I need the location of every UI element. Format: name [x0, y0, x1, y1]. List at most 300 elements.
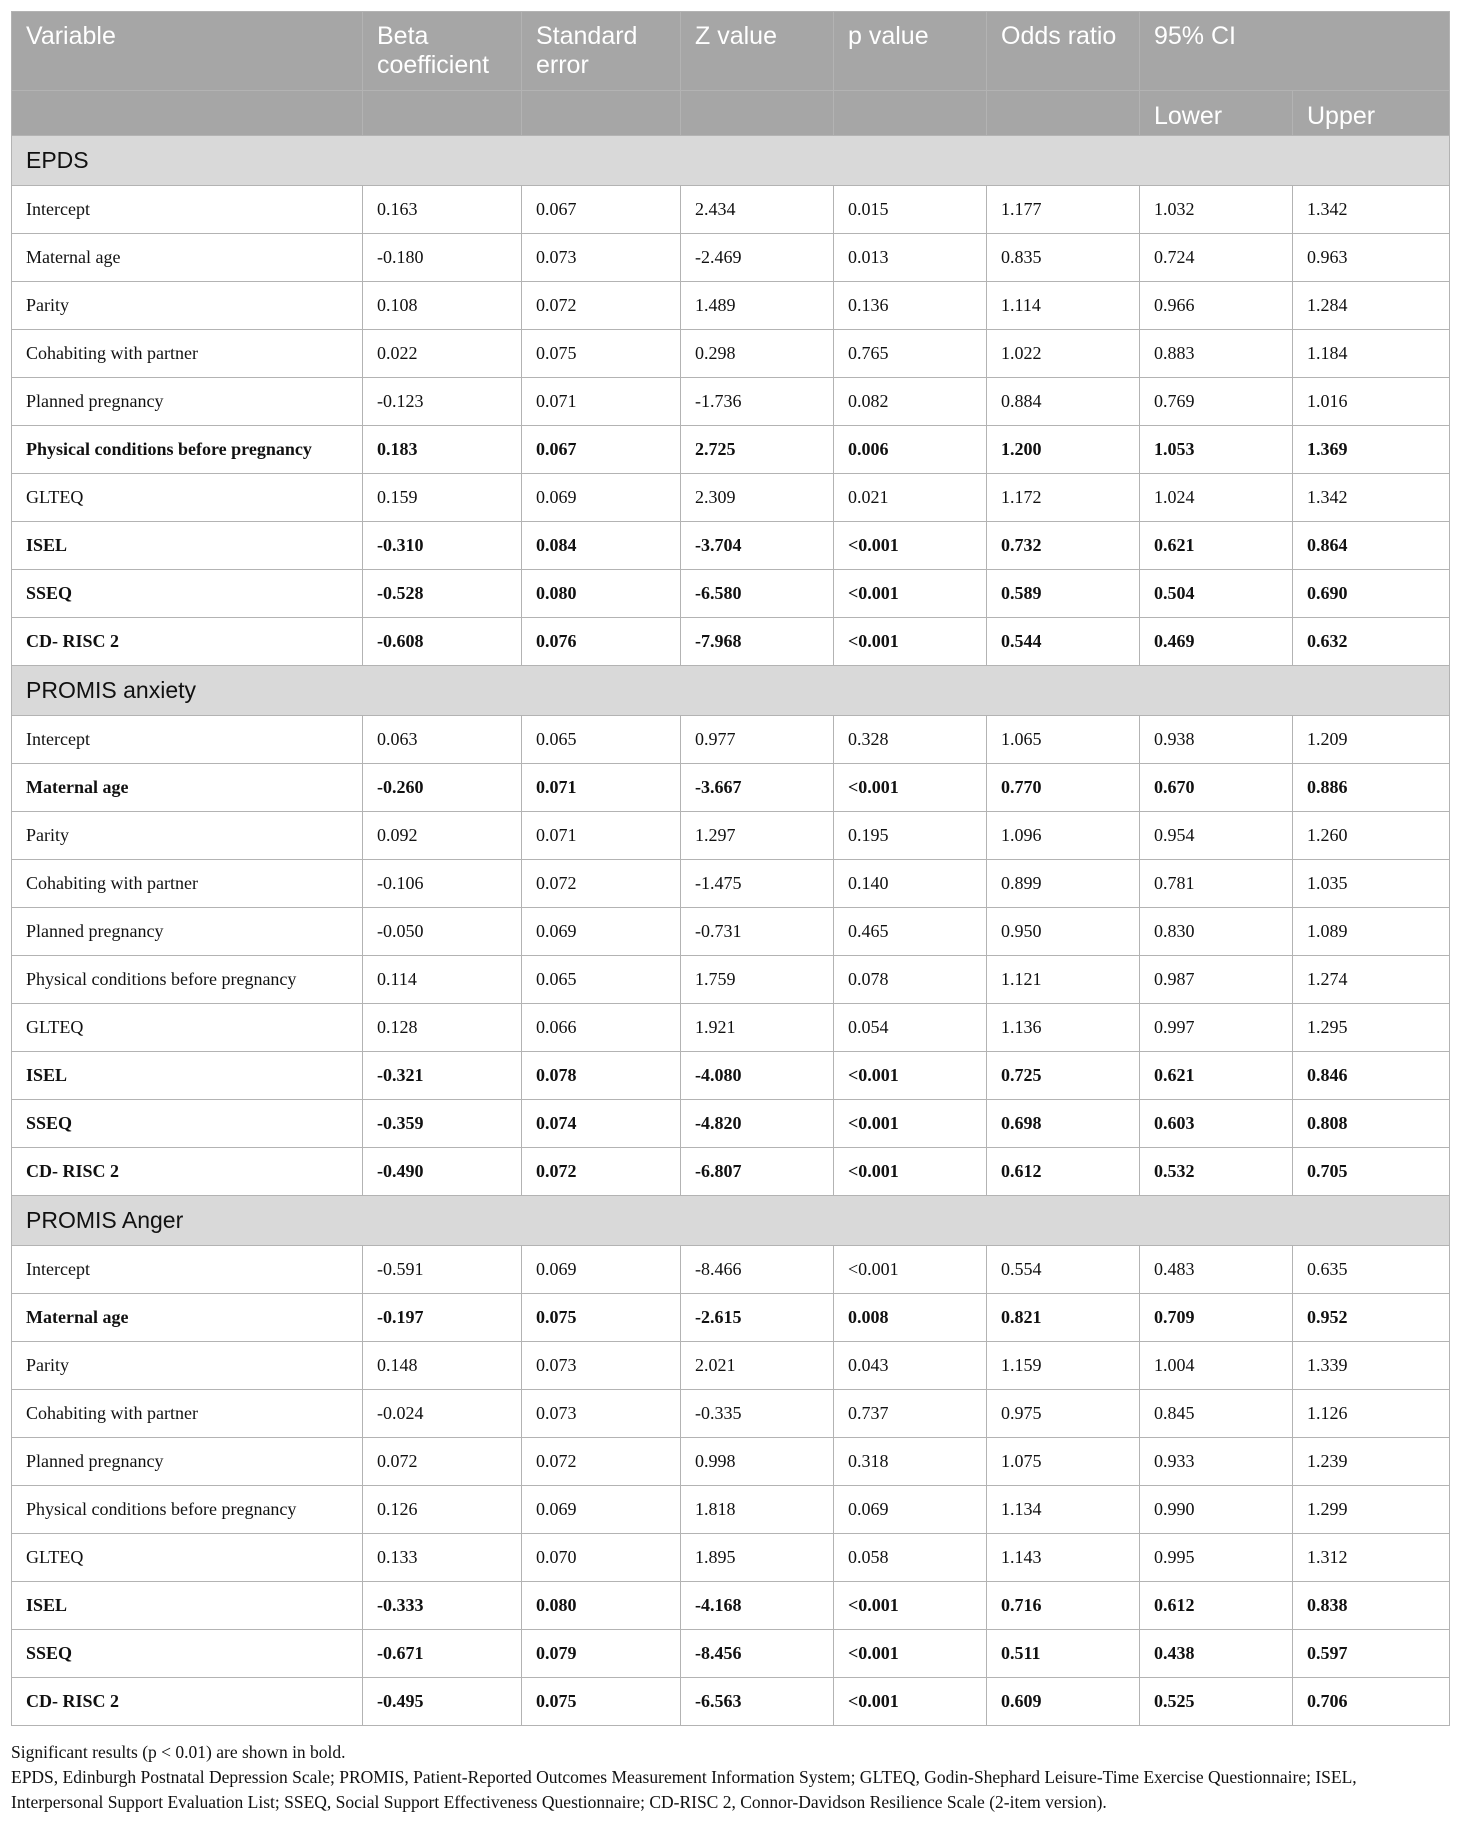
header-standard-error: Standard error [522, 12, 681, 91]
ci-upper-cell: 0.886 [1293, 764, 1450, 812]
variable-cell: Parity [12, 282, 363, 330]
beta-cell: 0.159 [363, 474, 522, 522]
beta-cell: 0.092 [363, 812, 522, 860]
table-row [12, 1246, 1450, 1294]
z-value-cell: -0.335 [681, 1390, 834, 1438]
ci-lower-cell: 0.954 [1140, 812, 1293, 860]
p-value-cell: 0.465 [834, 908, 987, 956]
table-row [12, 908, 1450, 956]
table-row [12, 234, 1450, 282]
variable-cell: SSEQ [12, 570, 363, 618]
odds-ratio-cell: 0.716 [987, 1582, 1140, 1630]
beta-cell: -0.333 [363, 1582, 522, 1630]
table-row [12, 1486, 1450, 1534]
ci-upper-cell: 0.838 [1293, 1582, 1450, 1630]
standard-error-cell: 0.080 [522, 1582, 681, 1630]
p-value-cell: 0.078 [834, 956, 987, 1004]
section-header-row [12, 136, 1450, 186]
p-value-cell: <0.001 [834, 1148, 987, 1196]
p-value-cell: 0.082 [834, 378, 987, 426]
variable-cell: Physical conditions before pregnancy [12, 956, 363, 1004]
ci-upper-cell: 0.706 [1293, 1678, 1450, 1726]
ci-upper-cell: 1.209 [1293, 716, 1450, 764]
p-value-cell: <0.001 [834, 1582, 987, 1630]
z-value-cell: 1.895 [681, 1534, 834, 1582]
odds-ratio-cell: 1.121 [987, 956, 1140, 1004]
variable-cell: Physical conditions before pregnancy [12, 1486, 363, 1534]
beta-cell: 0.022 [363, 330, 522, 378]
beta-cell: -0.050 [363, 908, 522, 956]
p-value-cell: 0.015 [834, 186, 987, 234]
ci-upper-cell: 0.808 [1293, 1100, 1450, 1148]
odds-ratio-cell: 1.200 [987, 426, 1140, 474]
variable-cell: GLTEQ [12, 474, 363, 522]
header-odds-ratio: Odds ratio [987, 12, 1140, 91]
odds-ratio-cell: 0.589 [987, 570, 1140, 618]
footnote-significance: Significant results (p < 0.01) are shown in bold. [11, 1742, 346, 1762]
z-value-cell: -0.731 [681, 908, 834, 956]
odds-ratio-cell: 0.698 [987, 1100, 1140, 1148]
table-row [12, 1534, 1450, 1582]
z-value-cell: -3.667 [681, 764, 834, 812]
beta-cell: -0.310 [363, 522, 522, 570]
header-blank [522, 91, 681, 136]
section-title: PROMIS Anger [12, 1196, 1450, 1246]
standard-error-cell: 0.079 [522, 1630, 681, 1678]
ci-upper-cell: 1.369 [1293, 426, 1450, 474]
ci-upper-cell: 1.295 [1293, 1004, 1450, 1052]
ci-upper-cell: 0.597 [1293, 1630, 1450, 1678]
ci-lower-cell: 0.883 [1140, 330, 1293, 378]
odds-ratio-cell: 0.835 [987, 234, 1140, 282]
ci-lower-cell: 0.769 [1140, 378, 1293, 426]
odds-ratio-cell: 0.612 [987, 1148, 1140, 1196]
z-value-cell: -3.704 [681, 522, 834, 570]
table-row [12, 474, 1450, 522]
table-row [12, 1342, 1450, 1390]
odds-ratio-cell: 1.136 [987, 1004, 1140, 1052]
table-row [12, 426, 1450, 474]
z-value-cell: 0.977 [681, 716, 834, 764]
beta-cell: -0.321 [363, 1052, 522, 1100]
p-value-cell: 0.054 [834, 1004, 987, 1052]
odds-ratio-cell: 1.096 [987, 812, 1140, 860]
p-value-cell: 0.195 [834, 812, 987, 860]
beta-cell: -0.260 [363, 764, 522, 812]
ci-lower-cell: 0.525 [1140, 1678, 1293, 1726]
table-row [12, 1438, 1450, 1486]
variable-cell: Intercept [12, 716, 363, 764]
beta-cell: -0.197 [363, 1294, 522, 1342]
standard-error-cell: 0.078 [522, 1052, 681, 1100]
ci-lower-cell: 1.004 [1140, 1342, 1293, 1390]
variable-cell: Cohabiting with partner [12, 1390, 363, 1438]
p-value-cell: <0.001 [834, 570, 987, 618]
standard-error-cell: 0.066 [522, 1004, 681, 1052]
odds-ratio-cell: 1.177 [987, 186, 1140, 234]
header-p-value: p value [834, 12, 987, 91]
p-value-cell: <0.001 [834, 1246, 987, 1294]
beta-cell: 0.163 [363, 186, 522, 234]
variable-cell: ISEL [12, 1052, 363, 1100]
ci-upper-cell: 0.952 [1293, 1294, 1450, 1342]
table-row [12, 186, 1450, 234]
p-value-cell: <0.001 [834, 1678, 987, 1726]
ci-lower-cell: 0.603 [1140, 1100, 1293, 1148]
variable-cell: Planned pregnancy [12, 378, 363, 426]
z-value-cell: -6.807 [681, 1148, 834, 1196]
odds-ratio-cell: 0.899 [987, 860, 1140, 908]
variable-cell: SSEQ [12, 1100, 363, 1148]
ci-lower-cell: 0.997 [1140, 1004, 1293, 1052]
section-header-row [12, 1196, 1450, 1246]
p-value-cell: 0.318 [834, 1438, 987, 1486]
ci-lower-cell: 0.532 [1140, 1148, 1293, 1196]
results-table-container [11, 11, 1449, 1726]
table-row [12, 1004, 1450, 1052]
z-value-cell: -6.563 [681, 1678, 834, 1726]
ci-lower-cell: 0.938 [1140, 716, 1293, 764]
table-row [12, 282, 1450, 330]
table-row [12, 330, 1450, 378]
beta-cell: -0.024 [363, 1390, 522, 1438]
z-value-cell: 0.298 [681, 330, 834, 378]
ci-upper-cell: 0.690 [1293, 570, 1450, 618]
beta-cell: -0.359 [363, 1100, 522, 1148]
beta-cell: 0.114 [363, 956, 522, 1004]
odds-ratio-cell: 0.725 [987, 1052, 1140, 1100]
ci-lower-cell: 0.670 [1140, 764, 1293, 812]
p-value-cell: 0.008 [834, 1294, 987, 1342]
standard-error-cell: 0.073 [522, 1390, 681, 1438]
table-row [12, 716, 1450, 764]
variable-cell: CD- RISC 2 [12, 618, 363, 666]
variable-cell: Maternal age [12, 234, 363, 282]
z-value-cell: 2.021 [681, 1342, 834, 1390]
standard-error-cell: 0.067 [522, 426, 681, 474]
p-value-cell: <0.001 [834, 1052, 987, 1100]
ci-upper-cell: 1.035 [1293, 860, 1450, 908]
ci-lower-cell: 0.845 [1140, 1390, 1293, 1438]
z-value-cell: -2.469 [681, 234, 834, 282]
standard-error-cell: 0.071 [522, 378, 681, 426]
ci-lower-cell: 0.612 [1140, 1582, 1293, 1630]
ci-lower-cell: 0.990 [1140, 1486, 1293, 1534]
table-row [12, 1148, 1450, 1196]
ci-upper-cell: 1.284 [1293, 282, 1450, 330]
z-value-cell: -2.615 [681, 1294, 834, 1342]
odds-ratio-cell: 1.134 [987, 1486, 1140, 1534]
table-row [12, 378, 1450, 426]
table-footnotes [11, 1740, 1449, 1815]
odds-ratio-cell: 0.544 [987, 618, 1140, 666]
beta-cell: -0.106 [363, 860, 522, 908]
beta-cell: -0.495 [363, 1678, 522, 1726]
standard-error-cell: 0.076 [522, 618, 681, 666]
table-row [12, 522, 1450, 570]
variable-cell: Maternal age [12, 764, 363, 812]
variable-cell: Parity [12, 812, 363, 860]
p-value-cell: <0.001 [834, 618, 987, 666]
standard-error-cell: 0.075 [522, 330, 681, 378]
odds-ratio-cell: 0.770 [987, 764, 1140, 812]
table-row [12, 1630, 1450, 1678]
beta-cell: 0.148 [363, 1342, 522, 1390]
standard-error-cell: 0.065 [522, 716, 681, 764]
table-body [12, 136, 1450, 1726]
p-value-cell: <0.001 [834, 1100, 987, 1148]
ci-lower-cell: 0.724 [1140, 234, 1293, 282]
odds-ratio-cell: 0.821 [987, 1294, 1140, 1342]
p-value-cell: 0.058 [834, 1534, 987, 1582]
table-header [12, 12, 1450, 136]
table-row [12, 1100, 1450, 1148]
beta-cell: 0.133 [363, 1534, 522, 1582]
standard-error-cell: 0.071 [522, 812, 681, 860]
z-value-cell: -6.580 [681, 570, 834, 618]
ci-lower-cell: 0.987 [1140, 956, 1293, 1004]
table-row [12, 1678, 1450, 1726]
p-value-cell: <0.001 [834, 1630, 987, 1678]
ci-upper-cell: 1.089 [1293, 908, 1450, 956]
odds-ratio-cell: 0.732 [987, 522, 1140, 570]
variable-cell: Parity [12, 1342, 363, 1390]
footnote-abbreviations: EPDS, Edinburgh Postnatal Depression Scale; PROMIS, Patient-Reported Outcomes Measurement Information System; GLTEQ, Godin-Shephard Leisure-Time Exercise Questionnaire; ISEL, Interpersonal Support Evaluation List; SSEQ, Social Support Effectiveness Questionnaire; CD-RISC 2, Connor-Davidson Resilience Scale (2-item version). [11, 1767, 1357, 1812]
odds-ratio-cell: 0.554 [987, 1246, 1140, 1294]
table-row [12, 1390, 1450, 1438]
table-row [12, 570, 1450, 618]
standard-error-cell: 0.072 [522, 860, 681, 908]
header-blank [363, 91, 522, 136]
z-value-cell: 2.725 [681, 426, 834, 474]
p-value-cell: 0.069 [834, 1486, 987, 1534]
ci-upper-cell: 1.342 [1293, 474, 1450, 522]
ci-lower-cell: 1.024 [1140, 474, 1293, 522]
p-value-cell: 0.006 [834, 426, 987, 474]
ci-upper-cell: 0.635 [1293, 1246, 1450, 1294]
ci-lower-cell: 0.621 [1140, 1052, 1293, 1100]
standard-error-cell: 0.071 [522, 764, 681, 812]
variable-cell: ISEL [12, 1582, 363, 1630]
odds-ratio-cell: 1.159 [987, 1342, 1140, 1390]
table-row [12, 860, 1450, 908]
standard-error-cell: 0.069 [522, 1246, 681, 1294]
z-value-cell: 1.297 [681, 812, 834, 860]
odds-ratio-cell: 0.884 [987, 378, 1140, 426]
variable-cell: CD- RISC 2 [12, 1678, 363, 1726]
p-value-cell: 0.136 [834, 282, 987, 330]
ci-lower-cell: 1.053 [1140, 426, 1293, 474]
ci-lower-cell: 1.032 [1140, 186, 1293, 234]
ci-upper-cell: 0.846 [1293, 1052, 1450, 1100]
standard-error-cell: 0.072 [522, 1148, 681, 1196]
beta-cell: 0.183 [363, 426, 522, 474]
p-value-cell: 0.021 [834, 474, 987, 522]
odds-ratio-cell: 1.075 [987, 1438, 1140, 1486]
ci-lower-cell: 0.438 [1140, 1630, 1293, 1678]
beta-cell: -0.490 [363, 1148, 522, 1196]
variable-cell: SSEQ [12, 1630, 363, 1678]
header-subrow [12, 91, 1450, 136]
p-value-cell: 0.765 [834, 330, 987, 378]
header-ci-upper: Upper [1293, 91, 1450, 136]
p-value-cell: 0.013 [834, 234, 987, 282]
z-value-cell: 1.921 [681, 1004, 834, 1052]
odds-ratio-cell: 1.143 [987, 1534, 1140, 1582]
ci-lower-cell: 0.469 [1140, 618, 1293, 666]
ci-lower-cell: 0.933 [1140, 1438, 1293, 1486]
ci-upper-cell: 0.705 [1293, 1148, 1450, 1196]
odds-ratio-cell: 0.950 [987, 908, 1140, 956]
ci-upper-cell: 0.632 [1293, 618, 1450, 666]
standard-error-cell: 0.075 [522, 1294, 681, 1342]
header-row [12, 12, 1450, 91]
variable-cell: CD- RISC 2 [12, 1148, 363, 1196]
table-row [12, 812, 1450, 860]
odds-ratio-cell: 0.609 [987, 1678, 1140, 1726]
variable-cell: GLTEQ [12, 1534, 363, 1582]
variable-cell: GLTEQ [12, 1004, 363, 1052]
odds-ratio-cell: 0.511 [987, 1630, 1140, 1678]
z-value-cell: -8.456 [681, 1630, 834, 1678]
p-value-cell: 0.328 [834, 716, 987, 764]
ci-lower-cell: 0.709 [1140, 1294, 1293, 1342]
ci-upper-cell: 0.864 [1293, 522, 1450, 570]
ci-upper-cell: 1.239 [1293, 1438, 1450, 1486]
header-ci-lower: Lower [1140, 91, 1293, 136]
variable-cell: Maternal age [12, 1294, 363, 1342]
standard-error-cell: 0.065 [522, 956, 681, 1004]
header-blank [987, 91, 1140, 136]
standard-error-cell: 0.069 [522, 1486, 681, 1534]
beta-cell: -0.180 [363, 234, 522, 282]
odds-ratio-cell: 1.065 [987, 716, 1140, 764]
ci-upper-cell: 1.312 [1293, 1534, 1450, 1582]
header-variable: Variable [12, 12, 363, 91]
z-value-cell: -1.475 [681, 860, 834, 908]
header-95-ci: 95% CI [1140, 12, 1450, 91]
ci-upper-cell: 1.184 [1293, 330, 1450, 378]
z-value-cell: 1.818 [681, 1486, 834, 1534]
ci-lower-cell: 0.966 [1140, 282, 1293, 330]
variable-cell: Intercept [12, 1246, 363, 1294]
z-value-cell: -1.736 [681, 378, 834, 426]
standard-error-cell: 0.073 [522, 234, 681, 282]
p-value-cell: <0.001 [834, 764, 987, 812]
section-header-row [12, 666, 1450, 716]
table-row [12, 1582, 1450, 1630]
z-value-cell: -4.168 [681, 1582, 834, 1630]
header-z-value: Z value [681, 12, 834, 91]
odds-ratio-cell: 1.114 [987, 282, 1140, 330]
header-blank [834, 91, 987, 136]
ci-lower-cell: 0.830 [1140, 908, 1293, 956]
beta-cell: 0.126 [363, 1486, 522, 1534]
beta-cell: -0.608 [363, 618, 522, 666]
z-value-cell: 1.489 [681, 282, 834, 330]
header-blank [681, 91, 834, 136]
p-value-cell: <0.001 [834, 522, 987, 570]
ci-upper-cell: 1.260 [1293, 812, 1450, 860]
table-row [12, 956, 1450, 1004]
ci-lower-cell: 0.781 [1140, 860, 1293, 908]
ci-lower-cell: 0.621 [1140, 522, 1293, 570]
standard-error-cell: 0.074 [522, 1100, 681, 1148]
variable-cell: ISEL [12, 522, 363, 570]
ci-upper-cell: 1.126 [1293, 1390, 1450, 1438]
ci-upper-cell: 1.339 [1293, 1342, 1450, 1390]
ci-lower-cell: 0.483 [1140, 1246, 1293, 1294]
beta-cell: 0.063 [363, 716, 522, 764]
variable-cell: Cohabiting with partner [12, 330, 363, 378]
variable-cell: Planned pregnancy [12, 908, 363, 956]
ci-lower-cell: 0.504 [1140, 570, 1293, 618]
beta-cell: -0.528 [363, 570, 522, 618]
z-value-cell: 2.434 [681, 186, 834, 234]
ci-upper-cell: 1.342 [1293, 186, 1450, 234]
variable-cell: Intercept [12, 186, 363, 234]
ci-upper-cell: 1.274 [1293, 956, 1450, 1004]
header-blank [12, 91, 363, 136]
standard-error-cell: 0.072 [522, 1438, 681, 1486]
ci-upper-cell: 1.299 [1293, 1486, 1450, 1534]
z-value-cell: 0.998 [681, 1438, 834, 1486]
standard-error-cell: 0.067 [522, 186, 681, 234]
variable-cell: Cohabiting with partner [12, 860, 363, 908]
z-value-cell: -8.466 [681, 1246, 834, 1294]
beta-cell: 0.108 [363, 282, 522, 330]
ci-lower-cell: 0.995 [1140, 1534, 1293, 1582]
z-value-cell: 1.759 [681, 956, 834, 1004]
standard-error-cell: 0.075 [522, 1678, 681, 1726]
odds-ratio-cell: 1.172 [987, 474, 1140, 522]
beta-cell: 0.072 [363, 1438, 522, 1486]
odds-ratio-cell: 1.022 [987, 330, 1140, 378]
beta-cell: 0.128 [363, 1004, 522, 1052]
table-row [12, 764, 1450, 812]
section-title: PROMIS anxiety [12, 666, 1450, 716]
section-title: EPDS [12, 136, 1450, 186]
beta-cell: -0.591 [363, 1246, 522, 1294]
variable-cell: Planned pregnancy [12, 1438, 363, 1486]
standard-error-cell: 0.070 [522, 1534, 681, 1582]
beta-cell: -0.123 [363, 378, 522, 426]
standard-error-cell: 0.080 [522, 570, 681, 618]
standard-error-cell: 0.072 [522, 282, 681, 330]
header-beta: Beta coefficient [363, 12, 522, 91]
p-value-cell: 0.043 [834, 1342, 987, 1390]
z-value-cell: -7.968 [681, 618, 834, 666]
ci-upper-cell: 0.963 [1293, 234, 1450, 282]
p-value-cell: 0.140 [834, 860, 987, 908]
standard-error-cell: 0.073 [522, 1342, 681, 1390]
standard-error-cell: 0.069 [522, 474, 681, 522]
standard-error-cell: 0.069 [522, 908, 681, 956]
p-value-cell: 0.737 [834, 1390, 987, 1438]
regression-results-table [11, 11, 1450, 1726]
beta-cell: -0.671 [363, 1630, 522, 1678]
standard-error-cell: 0.084 [522, 522, 681, 570]
table-row [12, 618, 1450, 666]
table-row [12, 1052, 1450, 1100]
z-value-cell: 2.309 [681, 474, 834, 522]
z-value-cell: -4.820 [681, 1100, 834, 1148]
z-value-cell: -4.080 [681, 1052, 834, 1100]
ci-upper-cell: 1.016 [1293, 378, 1450, 426]
table-row [12, 1294, 1450, 1342]
odds-ratio-cell: 0.975 [987, 1390, 1140, 1438]
variable-cell: Physical conditions before pregnancy [12, 426, 363, 474]
